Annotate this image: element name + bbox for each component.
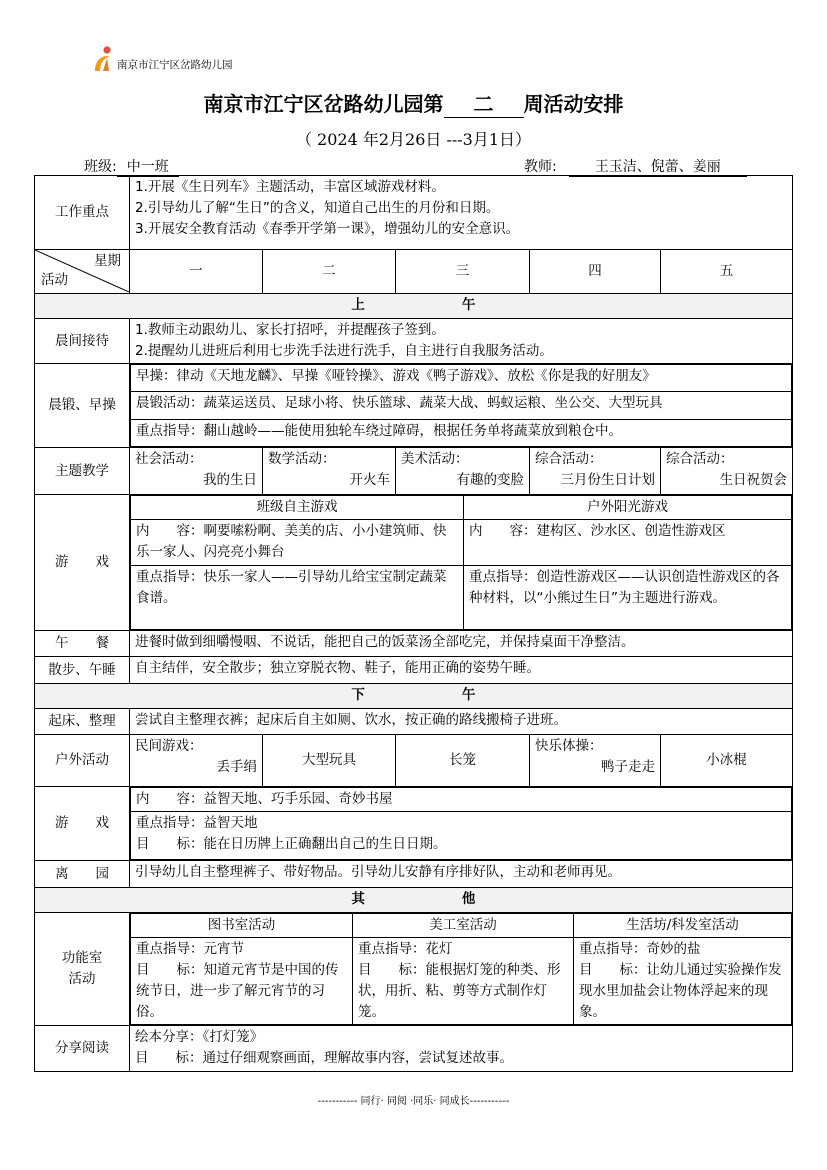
class-name: 中一班 [117, 156, 179, 177]
school-logo-icon [92, 44, 116, 74]
schedule-table [34, 175, 793, 1072]
nap-row: 散步、午睡 自主结伴，安全散步；独立穿脱衣物、鞋子，能用正确的姿势午睡。 [35, 657, 793, 684]
theme-cell: 美术活动： 有趣的变脸 [396, 448, 530, 495]
theme-cell: 综合活动： 三月份生日计划 [530, 448, 661, 495]
other-section-title: 其 他 [35, 888, 793, 913]
exercise-row: 晨锻、早操 早操：律动《天地龙麟》、早操《哑铃操》、游戏《鸭子游戏》、放松《你是我的好朋友》 晨锻活动：蔬菜运送员、足球小将、快乐篮球、蔬菜大战、蚂蚁运粮、坐公交、大型玩具 重点指导：翻山越岭——能使用独轮车绕过障碍，根据任务单将蔬菜放到粮仓中。 [35, 364, 793, 448]
outdoor-game-title: 户外阳光游戏 [464, 496, 792, 520]
footer-slogan: ----------- 同行· 同阅 ·同乐· 同成长----------- [317, 1096, 510, 1107]
morning-section-title: 上 午 [35, 294, 793, 319]
work-focus-content: 1.开展《生日列车》主题活动，丰富区域游戏材料。 2.引导幼儿了解“生日”的含义，知道自己出生的月份和日期。 3.开展安全教育活动《春季开学第一课》，增强幼儿的安全意识。 [130, 176, 793, 250]
theme-cell: 社会活动： 我的生日 [130, 448, 263, 495]
header-row [35, 250, 793, 294]
outdoor-row: 户外活动 民间游戏： 丢手绢 大型玩具 长笼 快乐体操： 鸭子走走 小冰棍 [35, 735, 793, 787]
week-number: 二 [444, 88, 524, 118]
day-tue: 二 [263, 250, 396, 294]
theme-cell: 数学活动： 开火车 [263, 448, 396, 495]
leave-row: 离 园 引导幼儿自主整理裤子、带好物品。引导幼儿安静有序排好队，主动和老师再见。 [35, 861, 793, 888]
day-wed: 三 [396, 250, 530, 294]
room-title: 美工室活动 [353, 914, 574, 938]
day-mon: 一 [130, 250, 263, 294]
outdoor-cell: 小冰棍 [661, 735, 793, 787]
diagonal-header: 星期 活动 [35, 250, 130, 294]
outdoor-cell: 民间游戏： 丢手绢 [130, 735, 263, 787]
outdoor-cell: 快乐体操： 鸭子走走 [530, 735, 661, 787]
work-focus-row: 工作重点 1.开展《生日列车》主题活动，丰富区域游戏材料。 2.引导幼儿了解“生日”的含义，知道自己出生的月份和日期。 3.开展安全教育活动《春季开学第一课》，增强幼儿的安全意识。 [35, 176, 793, 250]
school-logo [92, 44, 233, 74]
room-title: 生活坊/科发室活动 [574, 914, 792, 938]
outdoor-cell: 长笼 [396, 735, 530, 787]
outdoor-cell: 大型玩具 [263, 735, 396, 787]
reading-row: 分享阅读 绘本分享：《打灯笼》 目 标：通过仔细观察画面，理解故事内容，尝试复述故事。 [35, 1026, 793, 1072]
afternoon-section-title: 下 午 [35, 684, 793, 709]
class-game-title: 班级自主游戏 [131, 496, 464, 520]
day-thu: 四 [530, 250, 661, 294]
games-pm-row: 游 戏 内 容：益智天地、巧手乐园、奇妙书屋 重点指导：益智天地 目 标：能在日历牌上正确翻出自己的生日日期。 [35, 787, 793, 861]
logo-text: 南京市江宁区岔路幼儿园 [117, 59, 233, 71]
day-fri: 五 [661, 250, 793, 294]
date-range: （ 2024 年2月26日 ---3月1日） [295, 130, 532, 149]
room-title: 图书室活动 [131, 914, 353, 938]
theme-cell: 综合活动： 生日祝贺会 [661, 448, 793, 495]
page-title: 南京市江宁区岔路幼儿园第 二 周活动安排 [0, 88, 827, 118]
arrival-row: 晨间接待 1.教师主动跟幼儿、家长打招呼，并提醒孩子签到。 2.提醒幼儿进班后利用七步洗手法进行洗手，自主进行自我服务活动。 [35, 319, 793, 364]
games-am-row: 游 戏 班级自主游戏 户外阳光游戏 内 容：啊要嗦粉啊、美美的店、小小建筑师、快乐一家人、闪亮亮小舞台 内 容：建构区、沙水区、创造性游戏区 重点指导：快乐一家人——引导幼儿给宝宝制定蔬菜食谱。 重点指导：创造性游戏区——认识创造性游戏区的各种材料，以“小熊过生日”为主题进行游戏。 [35, 495, 793, 631]
function-room-row: 功能室 活动 图书室活动 美工室活动 生活坊/科发室活动 重点指导：元宵节 目 标：知道元宵节是中国的传统节日，进一步了解元宵节的习俗。 重点指导：花灯 目 标：能根据灯笼的种类、形状，用折、粘、剪等方式制作灯笼。 重点指导：奇妙的盐 目 标：让幼儿通过实验操作发现水里加盐会让物体浮起来的现象。 [35, 913, 793, 1026]
lunch-row: 午 餐 进餐时做到细嚼慢咽、不说话，能把自己的饭菜汤全部吃完，并保持桌面干净整洁。 [35, 631, 793, 657]
teacher-names: 王玉洁、倪蕾、姜丽 [569, 156, 747, 177]
theme-row: 主题教学 社会活动： 我的生日 数学活动： 开火车 美术活动： 有趣的变脸 综合活动： 三月份生日计划 综合活动： 生日祝贺会 [35, 448, 793, 495]
wakeup-row: 起床、整理 尝试自主整理衣裤；起床后自主如厕、饮水，按正确的路线搬椅子进班。 [35, 709, 793, 735]
